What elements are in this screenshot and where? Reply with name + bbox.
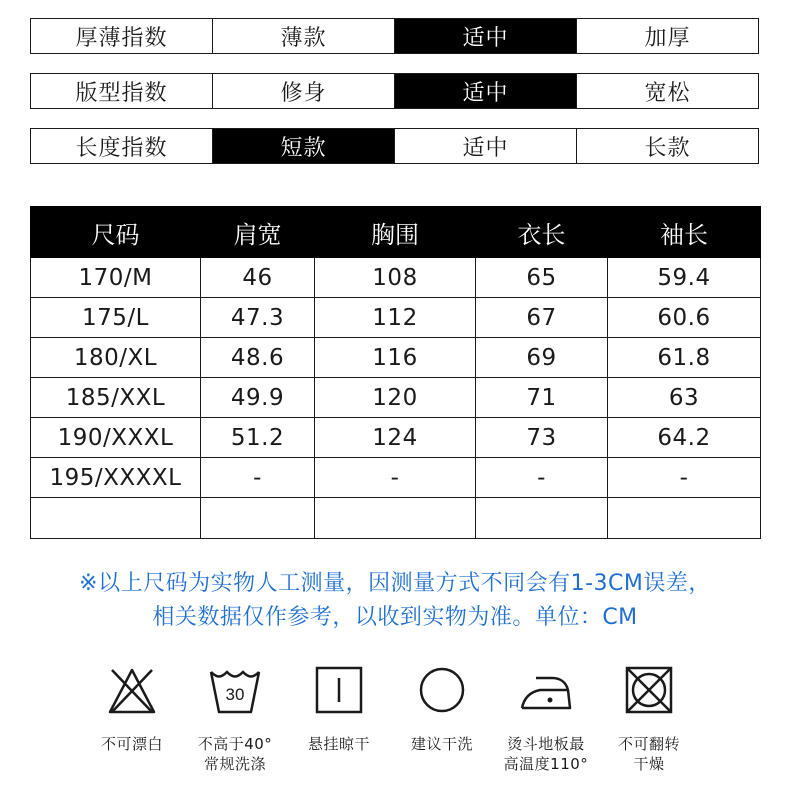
table-cell: 67 [476, 298, 608, 338]
table-cell: - [201, 458, 315, 498]
measurement-note-line2: 相关数据仅作参考，以收到实物为准。单位：CM [152, 605, 638, 630]
thickness-option-thin: 薄款 [212, 19, 394, 53]
wash-temperature: 30 [225, 685, 245, 704]
no-bleach-icon [102, 660, 162, 720]
table-cell: 69 [476, 338, 608, 378]
size-table-header [31, 207, 761, 258]
table-cell: 116 [315, 338, 476, 378]
care-label: 不高于40° 常规洗涤 [197, 735, 273, 773]
table-cell: - [315, 458, 476, 498]
table-cell [608, 498, 761, 539]
table-cell: - [476, 458, 608, 498]
table-cell: 64.2 [608, 418, 761, 458]
table-row-empty [31, 498, 761, 539]
table-cell [315, 498, 476, 539]
hang-dry-icon [309, 660, 369, 720]
thickness-index-label: 厚薄指数 [75, 25, 168, 51]
table-row [31, 418, 761, 458]
header-sleeve: 袖长 [608, 207, 761, 258]
care-item-iron [496, 660, 596, 780]
table-cell: 47.3 [201, 298, 315, 338]
table-row [31, 458, 761, 498]
table-cell: 108 [315, 258, 476, 298]
iron-icon [516, 660, 576, 720]
care-label: 悬挂晾干 [307, 735, 370, 753]
fit-index-label: 版型指数 [75, 80, 168, 106]
table-cell [201, 498, 315, 539]
care-item-dry-clean [392, 660, 492, 780]
care-item-no-tumble-dry [599, 660, 699, 780]
care-item-wash [185, 660, 285, 780]
table-cell: 112 [315, 298, 476, 338]
header-length: 衣长 [476, 207, 608, 258]
table-cell: 46 [201, 258, 315, 298]
table-cell: 120 [315, 378, 476, 418]
length-option-short: 短款 [212, 129, 394, 163]
length-index-row [30, 128, 759, 164]
thickness-option-thick: 加厚 [576, 19, 758, 53]
table-cell: 73 [476, 418, 608, 458]
table-cell: 170/M [31, 258, 201, 298]
wash-30-icon [205, 660, 265, 720]
care-label: 建议干洗 [410, 735, 473, 753]
care-item-hang-dry [289, 660, 389, 780]
table-cell: 65 [476, 258, 608, 298]
fit-option-loose: 宽松 [576, 74, 758, 108]
header-shoulder: 肩宽 [201, 207, 315, 258]
table-cell: 71 [476, 378, 608, 418]
table-cell: 60.6 [608, 298, 761, 338]
table-cell: 61.8 [608, 338, 761, 378]
table-cell: 48.6 [201, 338, 315, 378]
thickness-option-medium: 适中 [394, 19, 576, 53]
header-size: 尺码 [31, 207, 201, 258]
table-cell: 180/XL [31, 338, 201, 378]
fit-index-row [30, 73, 759, 109]
fit-option-regular: 适中 [394, 74, 576, 108]
table-cell: 63 [608, 378, 761, 418]
table-row [31, 298, 761, 338]
table-cell: 190/XXXL [31, 418, 201, 458]
care-label: 不可漂白 [100, 735, 163, 753]
care-label: 烫斗地板最 高温度110° [503, 735, 589, 773]
thickness-index-row [30, 18, 759, 54]
measurement-note-line1: ※以上尺码为实物人工测量，因测量方式不同会有1-3CM误差， [79, 571, 711, 596]
size-table [30, 206, 761, 539]
table-cell: 185/XXL [31, 378, 201, 418]
length-option-long: 长款 [576, 129, 758, 163]
table-cell: 51.2 [201, 418, 315, 458]
table-cell: 175/L [31, 298, 201, 338]
length-index-label: 长度指数 [75, 135, 168, 161]
header-chest: 胸围 [315, 207, 476, 258]
table-cell: 49.9 [201, 378, 315, 418]
dry-clean-icon [412, 660, 472, 720]
table-cell: 59.4 [608, 258, 761, 298]
length-option-medium: 适中 [394, 129, 576, 163]
no-tumble-dry-icon [619, 660, 679, 720]
table-cell [476, 498, 608, 539]
table-cell: 195/XXXXL [31, 458, 201, 498]
table-cell: 124 [315, 418, 476, 458]
care-label: 不可翻转 干燥 [617, 735, 680, 773]
care-item-no-bleach [82, 660, 182, 780]
fit-option-slim: 修身 [212, 74, 394, 108]
table-row [31, 258, 761, 298]
table-row [31, 378, 761, 418]
table-cell: - [608, 458, 761, 498]
table-row [31, 338, 761, 378]
table-cell [31, 498, 201, 539]
